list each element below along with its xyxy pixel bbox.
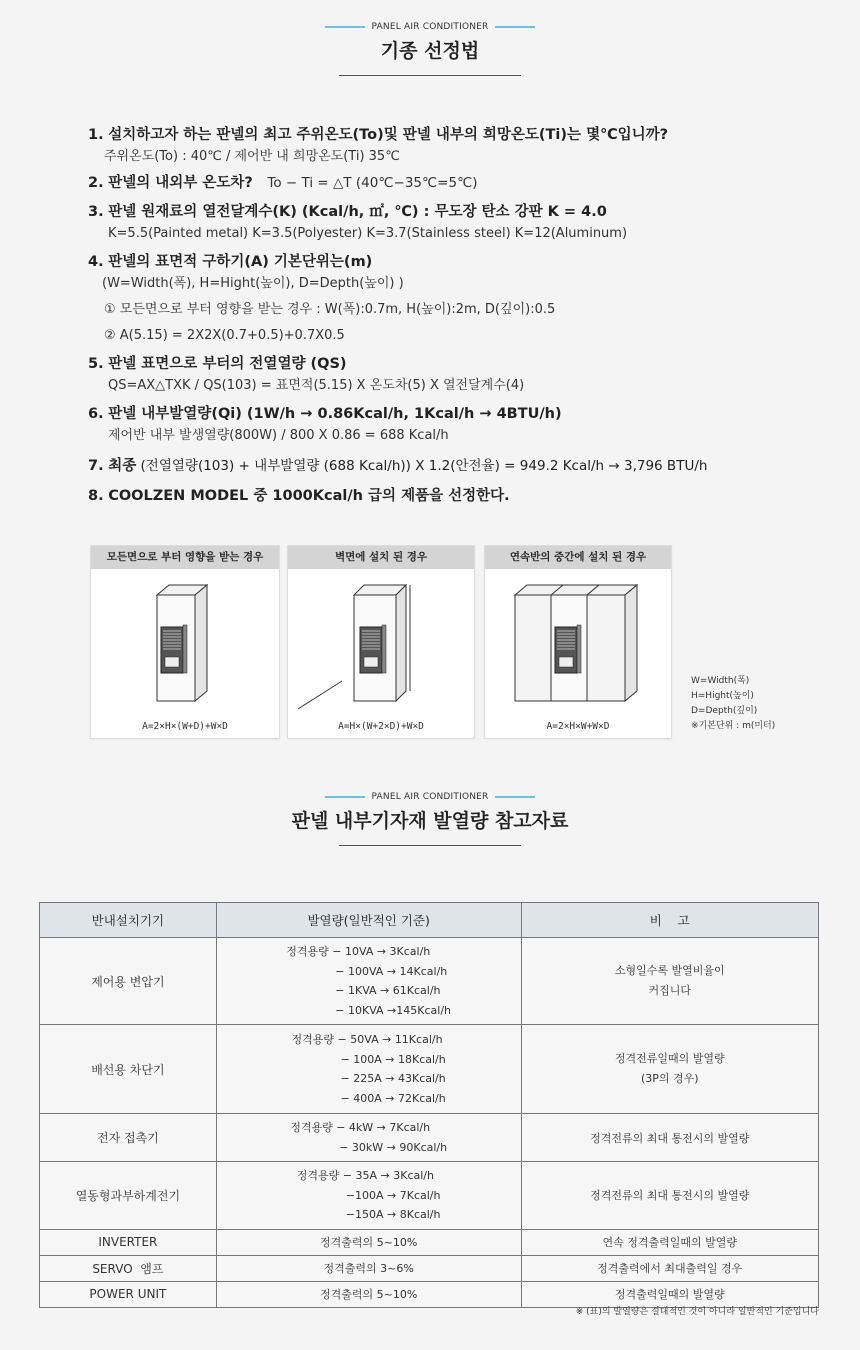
- cabinet-wall-illustration: [288, 569, 474, 717]
- heat-value: [216, 1114, 521, 1162]
- column-header-remarks: 비 고: [521, 903, 819, 938]
- heat-value: [216, 1025, 521, 1114]
- step-text: 설치하고자 하는 판넬의 최고 주위온도(To)및 판넬 내부의 희망온도(Ti)는 몇℃입니까?: [108, 127, 669, 143]
- section2-title: 판넬 내부기자재 발열량 참고자료: [291, 810, 569, 832]
- diagram-all-sides: [90, 545, 280, 739]
- remark: 연속 정격출력일때의 발열량: [521, 1229, 819, 1255]
- table-row: [40, 1229, 819, 1255]
- table-row: [40, 938, 819, 1025]
- heat-value: 정격출력의 3~6%: [216, 1255, 521, 1281]
- step-5-sub-1: QS=AX△TXK / QS(103) = 표면적(5.15) X 온도차(5) X 열전달계수(4): [108, 378, 525, 393]
- table-row: [40, 1114, 819, 1162]
- step-text-bold: 최종: [108, 458, 137, 474]
- diagram-header: 연속반의 중간에 설치 된 경우: [485, 546, 671, 569]
- step-number: 5.: [88, 356, 104, 372]
- diagram-formula: A=2×H×W+W×D: [546, 721, 610, 732]
- section1-title: 기종 선정법: [380, 40, 480, 62]
- heat-value: [216, 938, 521, 1025]
- accent-bar-left: [325, 796, 365, 798]
- step-number: 8.: [88, 488, 104, 504]
- step-7: [88, 455, 808, 477]
- step-4-sub-1: (W=Width(폭), H=Hight(높이), D=Depth(높이) ): [102, 276, 404, 291]
- heat-value: [216, 1162, 521, 1230]
- diagram-formula: A=2×H×(W+D)+W×D: [142, 721, 228, 732]
- cabinet-row-illustration: [485, 569, 671, 717]
- step-number: 3.: [88, 204, 104, 220]
- heat-line: 정격용량 − 4kW → 7Kcal/h: [290, 1121, 431, 1134]
- remark-line: 커집니다: [648, 984, 691, 997]
- device-name: 전자 접촉기: [40, 1114, 217, 1162]
- device-name: POWER UNIT: [40, 1281, 217, 1307]
- remark: 정격전류의 최대 통전시의 발열량: [521, 1114, 819, 1162]
- diagram-middle-of-row: [484, 545, 672, 739]
- table-header-row: [40, 903, 819, 938]
- remark: [521, 1025, 819, 1114]
- air-conditioner-unit-icon: [555, 625, 581, 673]
- step-1: [88, 124, 808, 146]
- heat-line: − 10KVA →145Kcal/h: [335, 1003, 451, 1017]
- section2-header: [0, 792, 860, 846]
- section2-subtitle: PANEL AIR CONDITIONER: [371, 792, 489, 802]
- remark-line: (3P의 경우): [640, 1072, 699, 1085]
- diagram-header: 모든면으로 부터 영향을 받는 경우: [91, 546, 279, 569]
- step-number: 7.: [88, 458, 104, 474]
- heat-line: 정격용량 − 10VA → 3Kcal/h: [286, 945, 431, 958]
- column-header-heat: 발열량(일반적인 기준): [216, 903, 521, 938]
- accent-bar-left: [325, 26, 365, 28]
- remark-line: 정격전류일때의 발열량: [614, 1052, 725, 1065]
- air-conditioner-unit-icon: [360, 625, 386, 673]
- step-6: [88, 403, 808, 425]
- heat-line: − 100VA → 14Kcal/h: [335, 964, 448, 978]
- device-name: INVERTER: [40, 1229, 217, 1255]
- table-row: [40, 1255, 819, 1281]
- remark: 정격전류의 최대 통전시의 발열량: [521, 1162, 819, 1230]
- heat-line: 정격용량 − 35A → 3Kcal/h: [296, 1169, 434, 1182]
- remark-line: 소형일수록 발열비율이: [614, 964, 725, 977]
- heat-value: 정격출력의 5~10%: [216, 1229, 521, 1255]
- heat-value: 정격출력의 5~10%: [216, 1281, 521, 1307]
- heat-line: −150A → 8Kcal/h: [345, 1208, 441, 1221]
- step-2-formula: To − Ti = △T (40℃−35℃=5℃): [267, 175, 478, 191]
- step-text: 판넬 표면으로 부터의 전열열량 (QS): [108, 356, 347, 372]
- heat-line: −100A → 7Kcal/h: [345, 1188, 441, 1202]
- selection-steps: [88, 124, 808, 507]
- diagram-header: 벽면에 설치 된 경우: [288, 546, 474, 569]
- section1-header: [0, 22, 860, 76]
- column-header-device: 반내설치기기: [40, 903, 217, 938]
- heat-line: 정격용량 − 50VA → 11Kcal/h: [291, 1033, 443, 1046]
- heat-line: − 1KVA → 61Kcal/h: [335, 984, 441, 997]
- legend-item: H=Hight(높이): [691, 691, 754, 701]
- step-6-sub-1: 제어반 내부 발생열량(800W) / 800 X 0.86 = 688 Kcal/h: [108, 428, 449, 443]
- step-text: (전열열량(103) + 내부발열량 (688 Kcal/h)) X 1.2(안전율) = 949.2 Kcal/h → 3,796 BTU/h: [136, 458, 708, 474]
- section2-subtitle-row: [0, 792, 860, 802]
- diagram-formula: A=H×(W+2×D)+W×D: [338, 721, 424, 732]
- legend-item: W=Width(폭): [691, 676, 750, 686]
- device-name: 배선용 차단기: [40, 1025, 217, 1114]
- diagram-wall-mounted: [287, 545, 475, 739]
- heat-line: − 400A → 72Kcal/h: [340, 1091, 446, 1105]
- step-4-sub-2: ① 모든면으로 부터 영향을 받는 경우 : W(폭):0.7m, H(높이):2m, D(깊이):0.5: [104, 302, 556, 317]
- step-text: 판넬 원재료의 열전달계수(K) (Kcal/h, ㎡, ℃) : 무도장 탄소 강판 K = 4.0: [108, 204, 607, 220]
- step-text: 판넬 내부발열량(Qi) (1W/h → 0.86Kcal/h, 1Kcal/h → 4BTU/h): [108, 406, 562, 422]
- table-footnote: ※ (표)의 발열량은 절대적인 것이 아니라 일반적인 기준입니다: [575, 1307, 819, 1317]
- table-row: [40, 1162, 819, 1230]
- step-number: 1.: [88, 127, 104, 143]
- table-row: [40, 1025, 819, 1114]
- device-name: 열동형과부하계전기: [40, 1162, 217, 1230]
- step-3-sub-1: K=5.5(Painted metal) K=3.5(Polyester) K=3.7(Stainless steel) K=12(Aluminum): [108, 226, 628, 241]
- remark: 정격출력일때의 발열량: [521, 1281, 819, 1307]
- section1-subtitle-row: [0, 22, 860, 32]
- cabinet-freestanding-illustration: [91, 569, 279, 717]
- step-number: 4.: [88, 254, 104, 270]
- step-3: [88, 201, 808, 223]
- step-text: 판넬의 내외부 온도차?: [108, 175, 253, 191]
- step-4: [88, 251, 808, 273]
- step-4-sub-3: ② A(5.15) = 2X2X(0.7+0.5)+0.7X0.5: [104, 328, 345, 343]
- heat-generation-table: [39, 902, 819, 1308]
- remark: [521, 938, 819, 1025]
- accent-bar-right: [495, 26, 535, 28]
- section2-divider: [339, 845, 521, 846]
- step-text: COOLZEN MODEL 중 1000Kcal/h 급의 제품을 선정한다.: [108, 488, 510, 504]
- accent-bar-right: [495, 796, 535, 798]
- heat-line: − 30kW → 90Kcal/h: [339, 1140, 448, 1154]
- device-name: SERVO 앰프: [40, 1255, 217, 1281]
- heat-line: − 100A → 18Kcal/h: [340, 1052, 446, 1066]
- step-5: [88, 353, 808, 375]
- heat-line: − 225A → 43Kcal/h: [340, 1072, 446, 1085]
- step-8: [88, 485, 808, 507]
- section1-subtitle: PANEL AIR CONDITIONER: [371, 22, 489, 32]
- floor-line: [298, 681, 342, 709]
- step-text: 판넬의 표면적 구하기(A) 기본단위는(m): [108, 254, 373, 270]
- step-number: 2.: [88, 175, 104, 191]
- step-2: [88, 172, 808, 194]
- legend-item: ※기본단위 : m(미터): [691, 721, 776, 731]
- legend-item: D=Depth(깊이): [691, 706, 758, 716]
- step-1-sub-1: 주위온도(To) : 40℃ / 제어반 내 희망온도(Ti) 35℃: [104, 149, 400, 164]
- step-number: 6.: [88, 406, 104, 422]
- dimension-legend: [691, 674, 775, 734]
- section1-divider: [339, 75, 521, 76]
- air-conditioner-unit-icon: [161, 625, 187, 673]
- device-name: 제어용 변압기: [40, 938, 217, 1025]
- remark: 정격출력에서 최대출력일 경우: [521, 1255, 819, 1281]
